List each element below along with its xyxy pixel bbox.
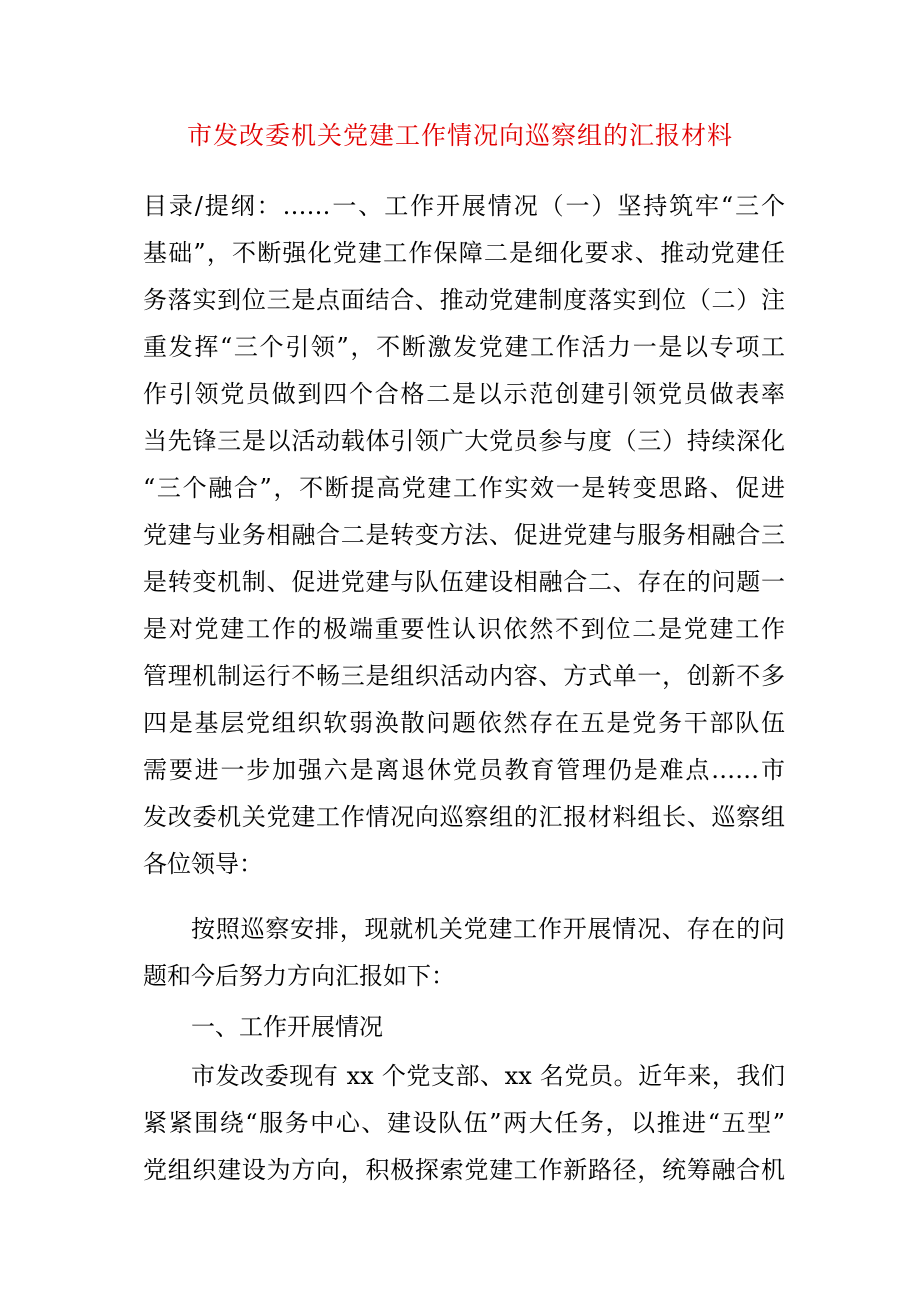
outline-line: “三个融合”，不断提高党建工作实效一是转变思路、促进	[143, 474, 785, 502]
intro-line: 按照巡察安排，现就机关党建工作开展情况、存在的问	[191, 915, 785, 943]
outline-line: 基础”，不断强化党建工作保障二是细化要求、推动党建任	[143, 239, 785, 267]
outline-line: 务落实到位三是点面结合、推动党建制度落实到位（二）注	[143, 286, 785, 314]
outline-line: 需要进一步加强六是离退休党员教育管理仍是难点……市	[143, 756, 785, 784]
section-heading-block	[143, 1004, 785, 1051]
body-line: 市发改委现有 xx 个党支部、xx 名党员。近年来，我们	[191, 1062, 785, 1090]
body-paragraph	[143, 1053, 785, 1194]
outline-line: 党建与业务相融合二是转变方法、促进党建与服务相融合三	[143, 521, 785, 549]
outline-line: 发改委机关党建工作情况向巡察组的汇报材料组长、巡察组	[143, 803, 785, 831]
intro-line: 题和今后努力方向汇报如下：	[143, 962, 455, 990]
intro-paragraph	[143, 906, 785, 1000]
section-heading: 一、工作开展情况	[191, 1013, 383, 1041]
body-line: 党组织建设为方向，积极探索党建工作新路径，统筹融合机	[143, 1156, 785, 1184]
outline-line: 作引领党员做到四个合格二是以示范创建引领党员做表率	[143, 380, 785, 408]
outline-line: 目录/提纲：……一、工作开展情况（一）坚持筑牢“三个	[143, 192, 785, 220]
outline-line: 重发挥“三个引领”，不断激发党建工作活力一是以专项工	[143, 333, 785, 361]
outline-line: 四是基层党组织软弱涣散问题依然存在五是党务干部队伍	[143, 709, 785, 737]
outline-line: 是转变机制、促进党建与队伍建设相融合二、存在的问题一	[143, 568, 785, 596]
document-title: 市发改委机关党建工作情况向巡察组的汇报材料	[186, 121, 733, 150]
outline-line: 各位领导：	[143, 850, 263, 878]
outline-line: 当先锋三是以活动载体引领广大党员参与度（三）持续深化	[143, 427, 785, 455]
outline-line: 是对党建工作的极端重要性认识依然不到位二是党建工作	[143, 615, 785, 643]
body-line: 紧紧围绕“服务中心、建设队伍”两大任务，以推进“五型”	[143, 1109, 785, 1137]
outline-line: 管理机制运行不畅三是组织活动内容、方式单一，创新不多	[143, 662, 785, 690]
outline-paragraph	[143, 183, 785, 888]
